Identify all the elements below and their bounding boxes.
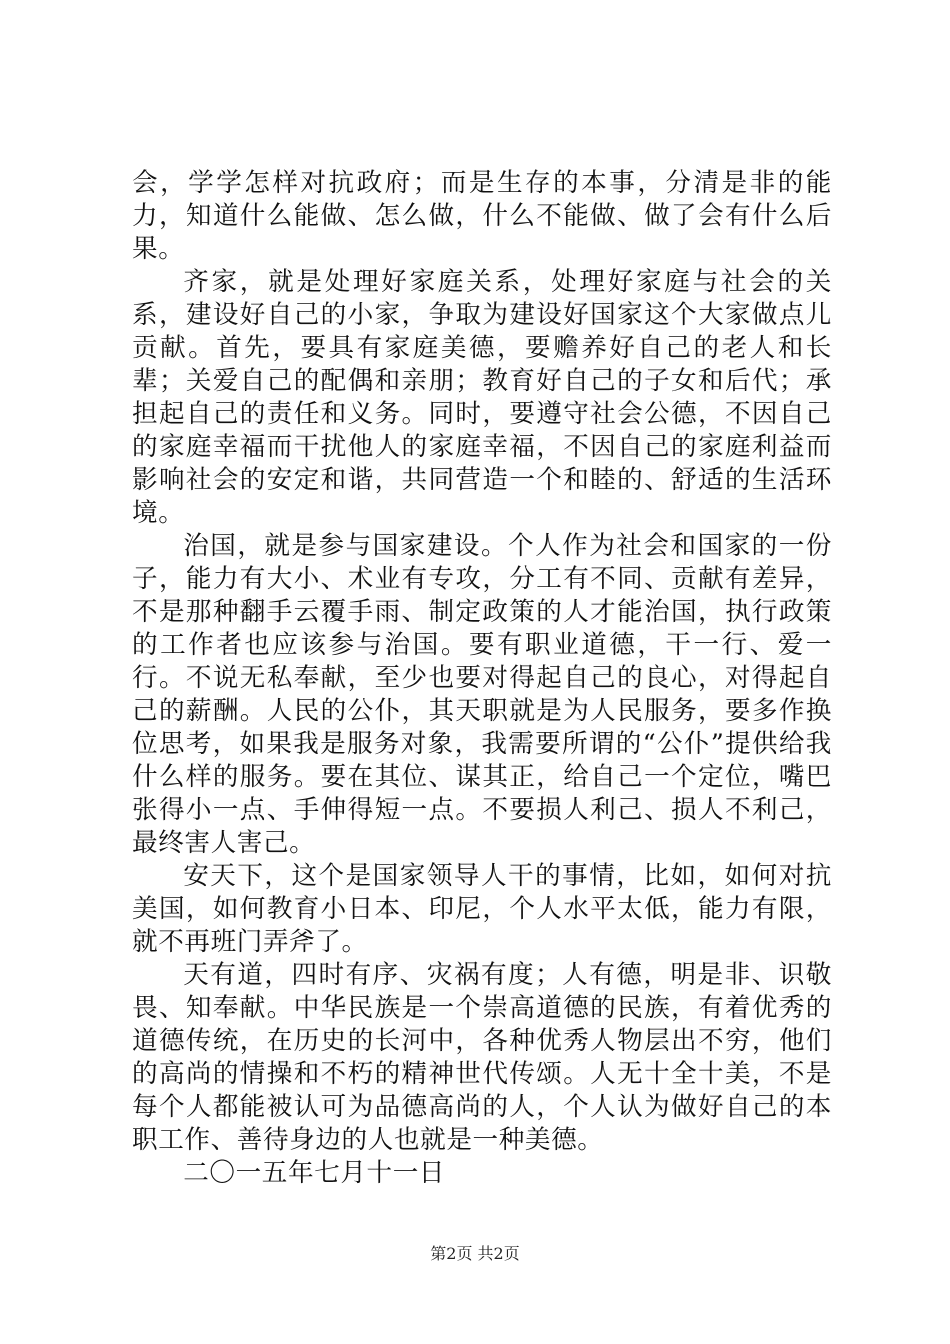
- page-number: 第2页 共2页: [430, 1244, 520, 1263]
- paragraph-zhiguo: 治国，就是参与国家建设。个人作为社会和国家的一份子，能力有大小、术业有专攻，分工有不同、贡献有差异，不是那种翻手云覆手雨、制定政策的人才能治国，执行政策的工作者也应该参与治国。要有职业道德，干一行、爱一行。不说无私奉献，至少也要对得起自己的良心，对得起自己的薪酬。人民的公仆，其天职就是为人民服务，要多作换位思考，如果我是服务对象，我需要所谓的“公仆”提供给我什么样的服务。要在其位、谋其正，给自己一个定位，嘴巴张得小一点、手伸得短一点。不要损人利己、损人不利己，最终害人害己。: [132, 531, 832, 858]
- date-line: 二〇一五年七月十一日: [183, 1158, 446, 1188]
- page-footer: [0, 1242, 950, 1266]
- paragraph-qijia: 齐家，就是处理好家庭关系，处理好家庭与社会的关系，建设好自己的小家，争取为建设好国家这个大家做点儿贡献。首先，要具有家庭美德，要赡养好自己的老人和长辈；关爱自己的配偶和亲朋；教育好自己的子女和后代；承担起自己的责任和义务。同时，要遵守社会公德，不因自己的家庭幸福而干扰他人的家庭幸福，不因自己的家庭利益而影响社会的安定和谐，共同营造一个和睦的、舒适的生活环境。: [132, 267, 832, 528]
- paragraph-tianyoudao: 天有道，四时有序、灾祸有度；人有德，明是非、识敬畏、知奉献。中华民族是一个崇高道德的民族，有着优秀的道德传统，在历史的长河中，各种优秀人物层出不穷，他们的高尚的情操和不朽的精神世代传颂。人无十全十美，不是每个人都能被认可为品德高尚的人，个人认为做好自己的本职工作、善待身边的人也就是一种美德。: [132, 960, 832, 1155]
- document-body: [132, 167, 832, 1190]
- paragraph-antianxia: 安天下，这个是国家领导人干的事情，比如，如何对抗美国，如何教育小日本、印尼，个人水平太低，能力有限，就不再班门弄斧了。: [132, 861, 832, 957]
- paragraph-continuation: 会，学学怎样对抗政府；而是生存的本事，分清是非的能力，知道什么能做、怎么做，什么不能做、做了会有什么后果。: [132, 168, 832, 264]
